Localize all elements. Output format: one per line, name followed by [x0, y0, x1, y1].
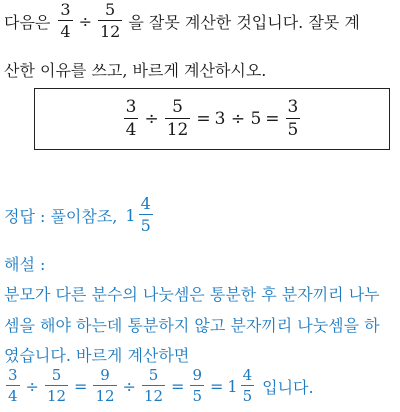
division-sign: ÷	[144, 109, 159, 129]
result-mixed-number: 1 $\frac{4}{5}$	[227, 366, 253, 405]
wrong-middle-expression: 3 ÷ 5	[214, 109, 262, 129]
fraction-five-twelfths: $\frac{5}{12}$	[99, 0, 121, 41]
equals-sign: =	[74, 376, 88, 396]
explanation-label: 해설 :	[4, 255, 46, 274]
problem-prefix: 다음은	[4, 12, 51, 32]
fraction-three-quarters: $\frac{3}{4}$	[125, 97, 137, 140]
equals-sign: =	[171, 376, 185, 396]
answer-mixed-number: 1 $\frac{4}{5}$	[125, 194, 151, 235]
explanation-line-2: 셈을 해야 하는데 통분하지 않고 분자끼리 나눗셈을 하	[4, 316, 380, 335]
wrong-calculation-box	[34, 88, 390, 150]
fraction-three-fifths: $\frac{3}{5}$	[287, 97, 299, 140]
answer-label: 정답 : 풀이참조,	[4, 206, 118, 226]
equals-sign: =	[196, 109, 211, 129]
problem-line-1	[4, 2, 360, 40]
correct-calculation: $\frac{3}{4}$ ÷ $\frac{5}{12}$ = $\frac{9}{12}$ ÷ $\frac{5}{12}$ = $\frac{9}{5}$ = 1 $\frac{4}{5}$ 입니다.	[8, 366, 314, 405]
fraction-five-twelfths: $\frac{5}{12}$	[166, 97, 189, 140]
problem-line-2: 산한 이유를 쓰고, 바르게 계산하시오.	[4, 61, 267, 80]
equals-sign: =	[265, 109, 280, 129]
fraction-three-quarters: $\frac{3}{4}$	[60, 0, 71, 41]
division-sign: ÷	[78, 11, 92, 31]
explanation-line-1: 분모가 다른 분수의 나눗셈은 통분한 후 분자끼리 나누	[4, 285, 380, 304]
answer-line	[4, 196, 155, 234]
equals-sign: =	[210, 376, 224, 396]
division-sign: ÷	[122, 376, 136, 396]
explanation-line-3: 였습니다. 바르게 계산하면	[4, 346, 190, 365]
division-sign: ÷	[25, 376, 39, 396]
problem-suffix: 을 잘못 계산한 것입니다. 잘못 계	[128, 12, 360, 32]
